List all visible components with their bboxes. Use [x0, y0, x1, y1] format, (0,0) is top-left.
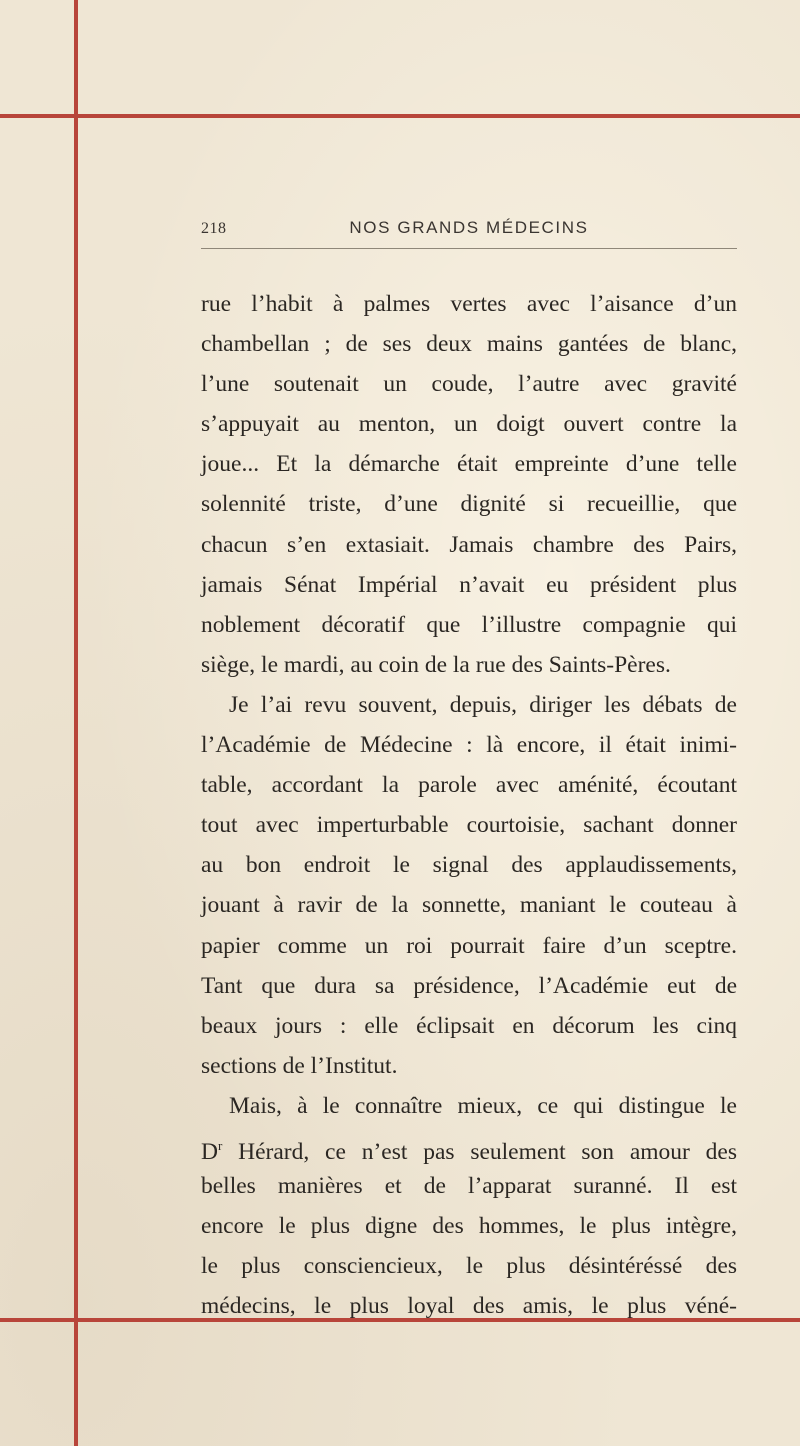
text-line: chacun s’en extasiait. Jamais chambre des Pairs,: [201, 531, 737, 558]
text-line: siège, le mardi, au coin de la rue des Saints-Pères.: [201, 651, 671, 678]
text-line: l’une soutenait un coude, l’autre avec gravité: [201, 371, 737, 398]
text-line: l’Académie de Médecine : là encore, il était inimi-: [201, 732, 737, 759]
doctor-abbrev: $D^r$: [201, 1137, 223, 1165]
text-line: médecins, le plus loyal des amis, le plus véné-: [201, 1293, 737, 1320]
page-header: [201, 216, 737, 246]
text-line: noblement décoratif que l’illustre compagnie qui: [201, 611, 737, 638]
text-line: beaux jours : elle éclipsait en décorum les cinq: [201, 1012, 737, 1039]
text-line: rue l’habit à palmes vertes avec l’aisance d’un: [201, 291, 737, 317]
text-line: Tant que dura sa présidence, l’Académie eut de: [201, 972, 737, 999]
paragraph-start-line: Je l’ai revu souvent, depuis, diriger les débats de: [229, 691, 737, 718]
text-line: belles manières et de l’apparat suranné. Il est: [201, 1173, 737, 1200]
text-line: jamais Sénat Impérial n’avait eu président plus: [201, 571, 737, 598]
text-line: jouant à ravir de la sonnette, maniant le couteau à: [201, 892, 737, 919]
text-line: s’appuyait au menton, un doigt ouvert contre la: [201, 411, 737, 438]
text-line: chambellan ; de ses deux mains gantées de blanc,: [201, 331, 737, 358]
text-line: solennité triste, d’une dignité si recueillie, que: [201, 491, 737, 518]
text-line: le plus consciencieux, le plus désintéréssé des: [201, 1253, 737, 1280]
text-line: encore le plus digne des hommes, le plus intègre,: [201, 1213, 737, 1240]
page-number: 218: [201, 220, 227, 237]
margin-rule-top: [0, 114, 800, 118]
text-line: au bon endroit le signal des applaudissements,: [201, 852, 737, 879]
text-line: table, accordant la parole avec aménité, écoutant: [201, 772, 737, 799]
doctor-abbrev-superscript: r: [217, 1137, 223, 1153]
text-line-with-abbrev: [201, 1126, 737, 1166]
text-line: joue... Et la démarche était empreinte d’une telle: [201, 451, 737, 478]
text-line-remainder: Hérard, ce n’est pas seulement son amour des: [238, 1138, 738, 1165]
running-head: NOS GRANDS MÉDECINS: [349, 218, 589, 237]
text-line: papier comme un roi pourrait faire d’un sceptre.: [201, 932, 737, 959]
margin-rule-vertical: [74, 0, 78, 1446]
text-line: sections de l’Institut.: [201, 1052, 398, 1079]
body-text: [201, 284, 737, 1326]
text-line: tout avec imperturbable courtoisie, sachant donner: [201, 812, 737, 839]
header-rule: [201, 248, 737, 249]
paragraph-start-line: Mais, à le connaître mieux, ce qui distingue le: [229, 1092, 737, 1119]
